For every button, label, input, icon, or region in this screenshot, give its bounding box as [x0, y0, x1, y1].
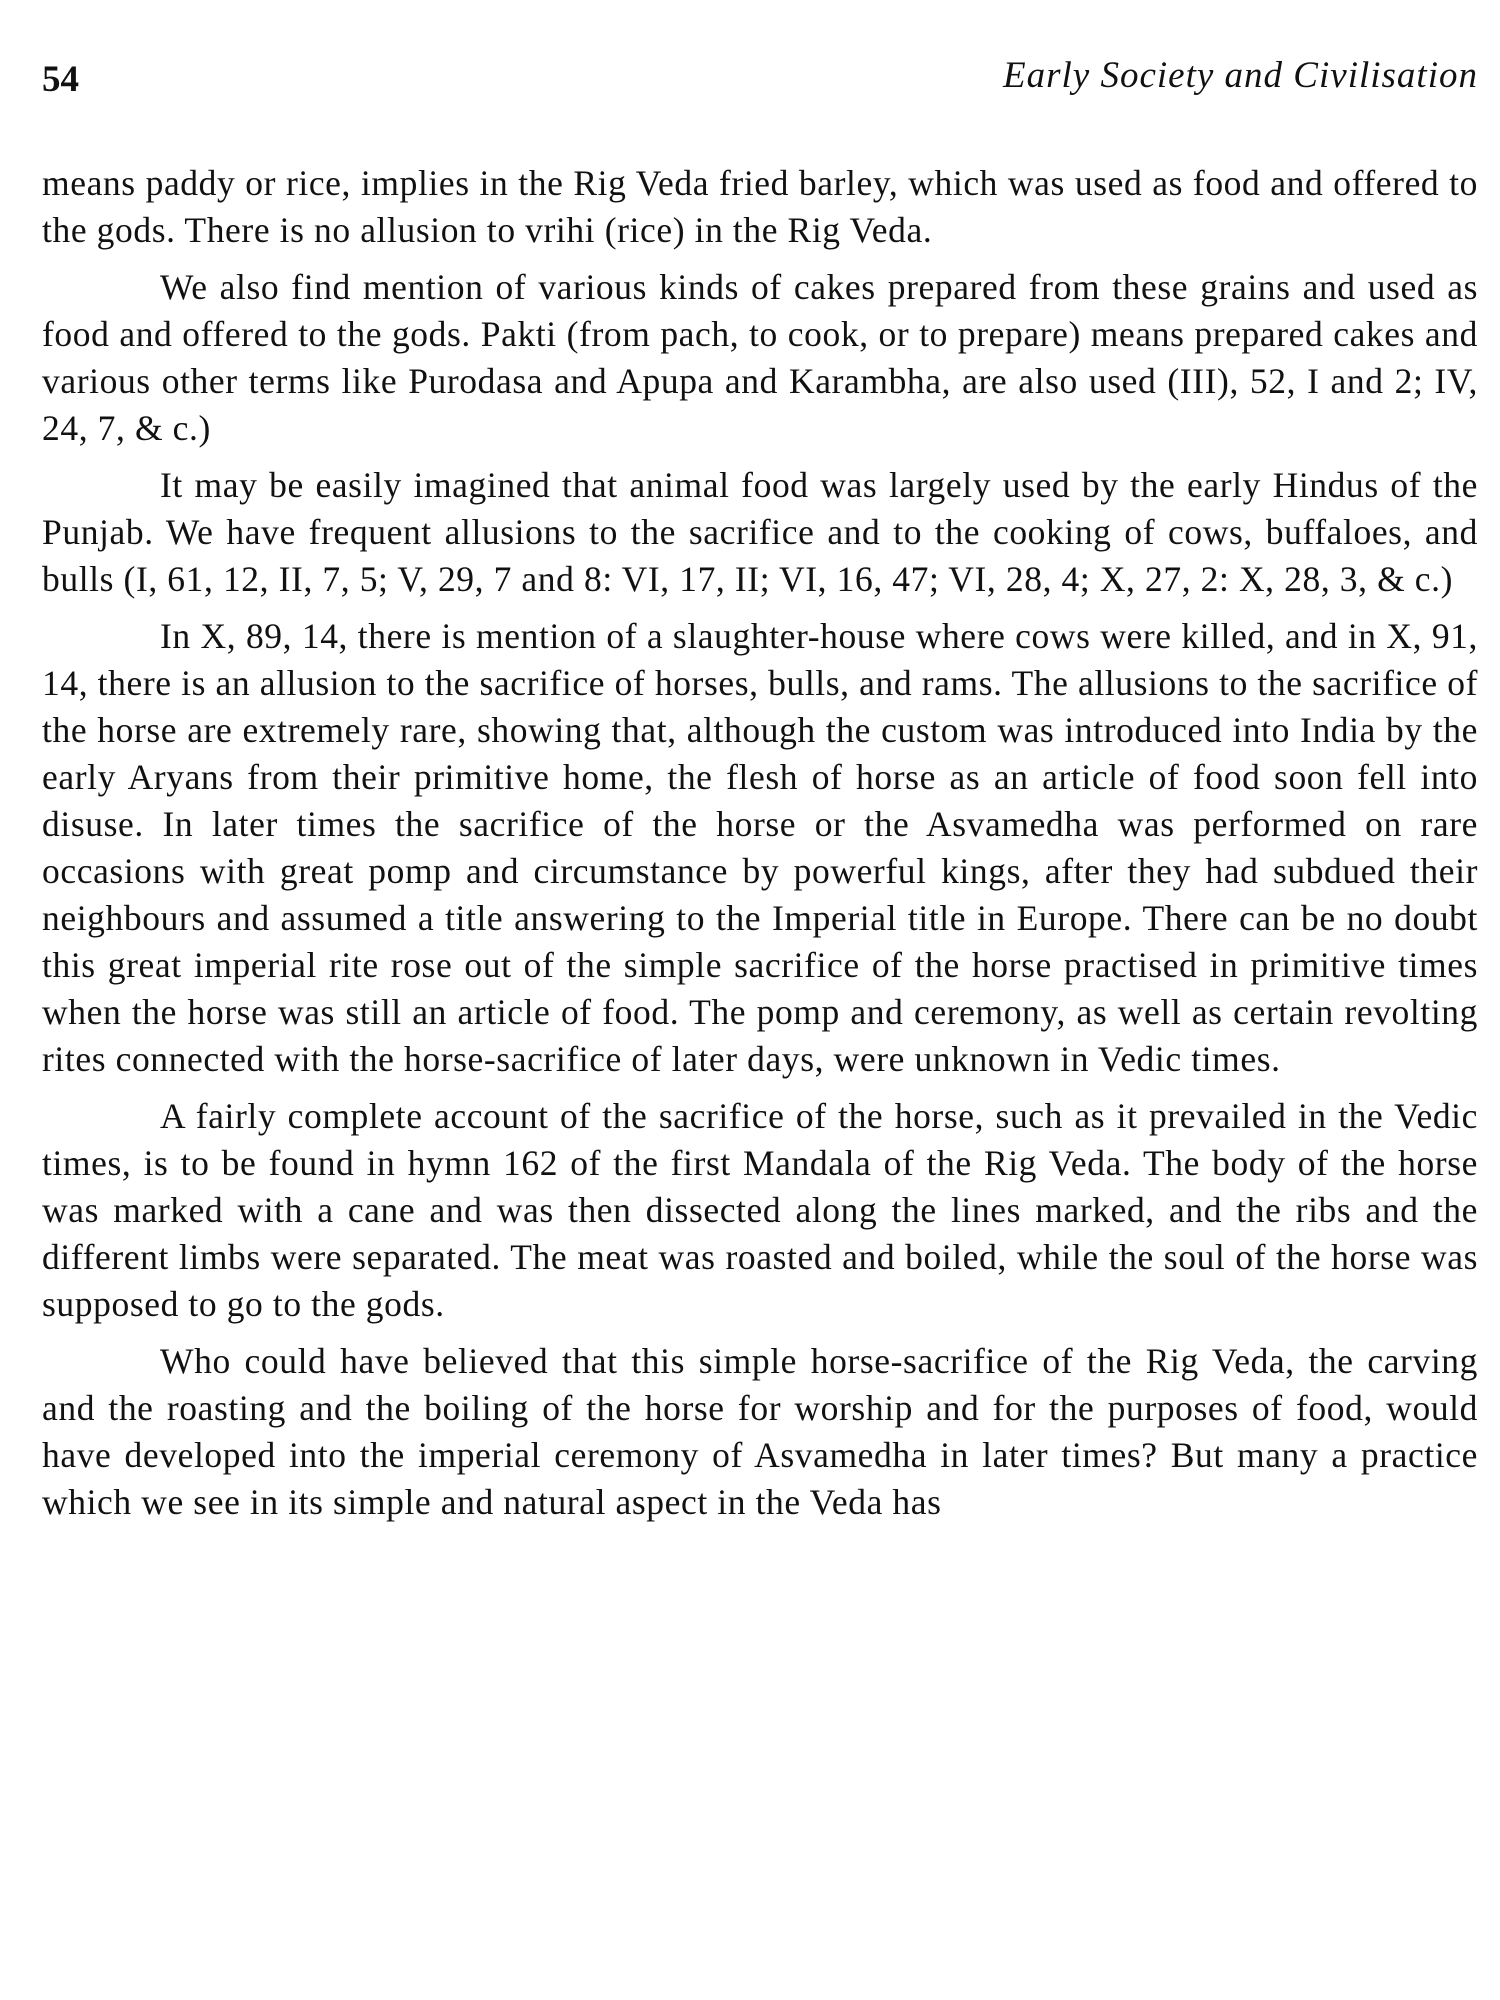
paragraph-continued: means paddy or rice, implies in the Rig Veda fried barley, which was used as food and offered to the gods. There is no allusion to vrihi (rice) in the Rig Veda.: [42, 163, 1478, 250]
running-head: [42, 54, 1478, 114]
paragraph-slaughter-house: In X, 89, 14, there is mention of a slaughter-house where cows were killed, and in X, 91, 14, there is an allusion to the sacrifice of horses, bulls, and rams. The allusions to the sacrifice of the horse are extremely rare, showing that, although the custom was introduced into India by the early Aryans from their primitive home, the flesh of horse as an article of food soon fell into disuse. In later times the sacrifice of the horse or the Asvamedha was performed on rare occasions with great pomp and circumstance by powerful kings, after they had subdued their neighbours and assumed a title answering to the Imperial title in Europe. There can be no doubt this great imperial rite rose out of the simple sacrifice of the horse practised in primitive times when the horse was still an article of food. The pomp and ceremony, as well as certain revolting rites connected with the horse-sacrifice of later days, were unknown in Vedic times.: [42, 616, 1478, 1079]
body-text: [42, 160, 1478, 1526]
page-number: 54: [42, 59, 79, 100]
paragraph-asvamedha: Who could have believed that this simple horse-sacrifice of the Rig Veda, the carving and the roasting and the boiling of the horse for worship and for the purposes of food, would have developed into the imperial ceremony of Asvamedha in later times? But many a practice which we see in its simple and natural aspect in the Veda has: [42, 1341, 1478, 1522]
paragraph-horse-account: A fairly complete account of the sacrifice of the horse, such as it prevailed in the Vedic times, is to be found in hymn 162 of the first Mandala of the Rig Veda. The body of the horse was marked with a cane and was then dissected along the lines marked, and the ribs and the different limbs were separated. The meat was roasted and boiled, while the soul of the horse was supposed to go to the gods.: [42, 1096, 1478, 1324]
paragraph-animal-food: It may be easily imagined that animal food was largely used by the early Hindus of the Punjab. We have frequent allusions to the sacrifice and to the cooking of cows, buffaloes, and bulls (I, 61, 12, II, 7, 5; V, 29, 7 and 8: VI, 17, II; VI, 16, 47; VI, 28, 4; X, 27, 2: X, 28, 3, & c.): [42, 465, 1478, 599]
running-title: Early Society and Civilisation: [1003, 55, 1478, 96]
paragraph-cakes: We also find mention of various kinds of cakes prepared from these grains and used as food and offered to the gods. Pakti (from pach, to cook, or to prepare) means prepared cakes and various other terms like Purodasa and Apupa and Karambha, are also used (III), 52, I and 2; IV, 24, 7, & c.): [42, 267, 1478, 448]
book-page: [42, 54, 1478, 1526]
